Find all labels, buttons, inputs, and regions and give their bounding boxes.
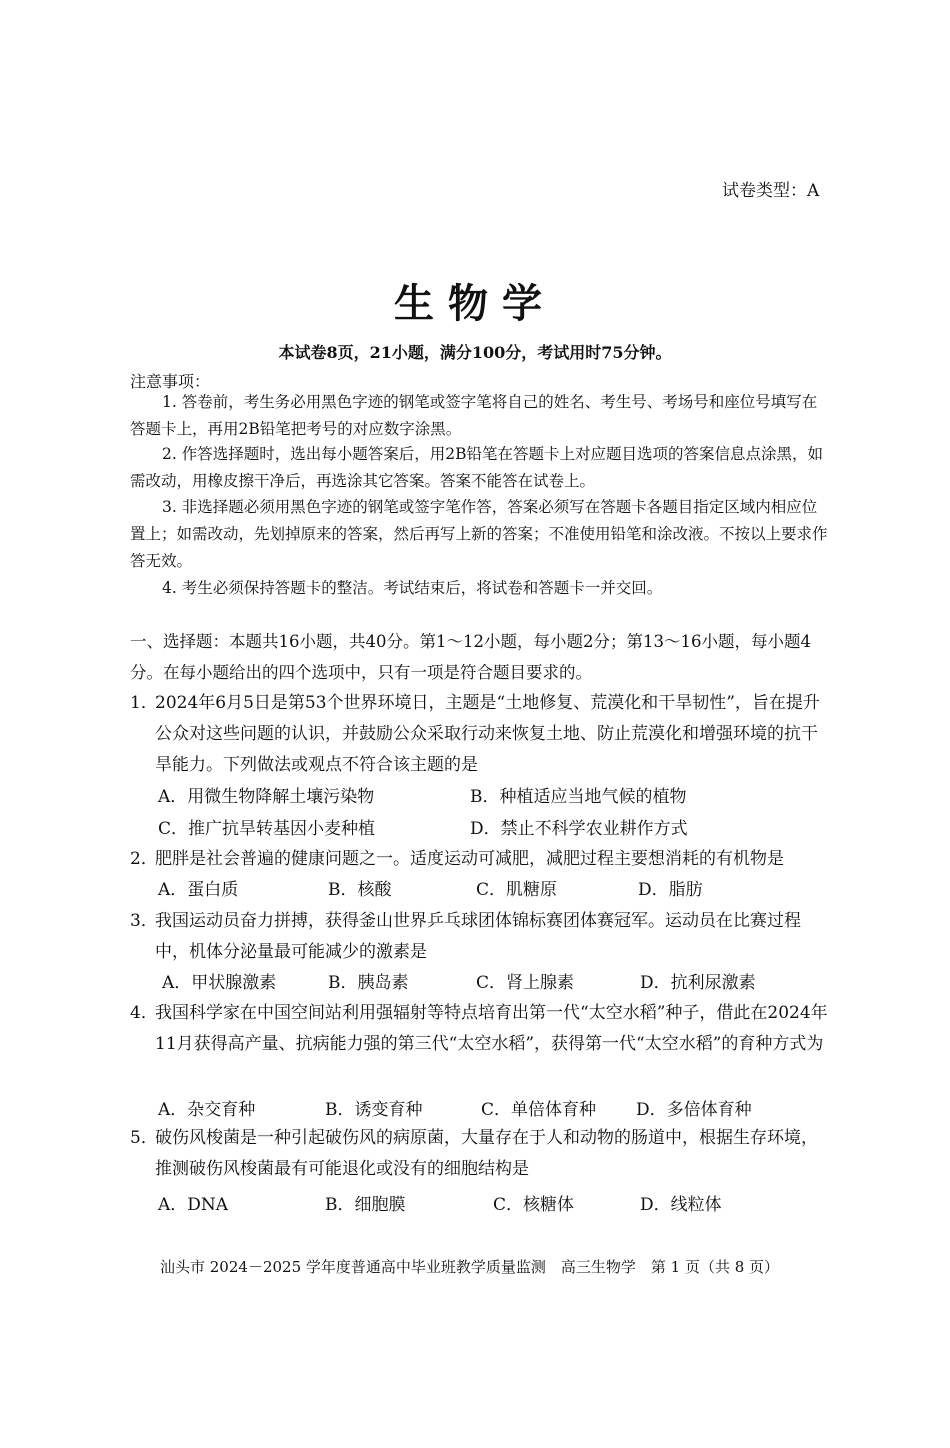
paper-type-label: 试卷类型：A bbox=[722, 181, 820, 201]
option-b: B．细胞膜 bbox=[325, 1195, 406, 1215]
question-number: 1． bbox=[130, 693, 158, 713]
option-d: D．线粒体 bbox=[640, 1195, 722, 1215]
note-item: 1. 答卷前，考生务必用黑色字迹的钢笔或签字笔将自己的姓名、考生号、考场号和座位号填写在答题卡上，再用2B铅笔把考号的对应数字涂黑。 bbox=[130, 393, 818, 438]
option-c: C．肌糖原 bbox=[476, 880, 558, 900]
option-a: A．蛋白质 bbox=[158, 880, 239, 900]
option-a: A．用微生物降解土壤污染物 bbox=[158, 787, 375, 807]
page-title: 生物学 bbox=[394, 280, 556, 327]
option-b: B．胰岛素 bbox=[328, 973, 409, 993]
option-c: C．单倍体育种 bbox=[481, 1100, 597, 1120]
option-a: A．DNA bbox=[158, 1195, 229, 1215]
note-item: 2. 作答选择题时，选出每小题答案后，用2B铅笔在答题卡上对应题目选项的答案信息点涂黑，如需改动，用橡皮擦干净后，再选涂其它答案。答案不能答在试卷上。 bbox=[130, 445, 823, 490]
option-a: A．甲状腺激素 bbox=[162, 973, 277, 993]
question-number: 3． bbox=[130, 911, 158, 931]
question-number: 2． bbox=[130, 849, 158, 869]
question-text: 我国科学家在中国空间站利用强辐射等特点培育出第一代“太空水稻”种子，借此在2024年11月获得高产量、抗病能力强的第三代“太空水稻”，获得第一代“太空水稻”的育种方式为 bbox=[155, 1003, 828, 1054]
question-number: 4． bbox=[130, 1003, 158, 1023]
option-d: D．禁止不科学农业耕作方式 bbox=[470, 819, 688, 839]
option-d: D．多倍体育种 bbox=[636, 1100, 752, 1120]
option-c: C．核糖体 bbox=[493, 1195, 575, 1215]
option-d: D．脂肪 bbox=[638, 880, 703, 900]
notes-heading: 注意事项： bbox=[130, 372, 211, 391]
question-text: 2024年6月5日是第53个世界环境日，主题是“土地修复、荒漠化和干旱韧性”，旨在提升公众对这些问题的认识，并鼓励公众采取行动来恢复土地、防止荒漠化和增强环境的抗干旱能力。下列做法或观点不符合该主题的是 bbox=[155, 693, 820, 775]
option-b: B．种植适应当地气候的植物 bbox=[470, 787, 687, 807]
question-number: 5． bbox=[130, 1128, 158, 1148]
page-footer: 汕头市 2024－2025 学年度普通高中毕业班教学质量监测 高三生物学 第 1 页（共 8 页） bbox=[160, 1258, 780, 1276]
question-text: 肥胖是社会普遍的健康问题之一。适度运动可减肥，减肥过程主要想消耗的有机物是 bbox=[155, 849, 784, 869]
note-item: 3. 非选择题必须用黑色字迹的钢笔或签字笔作答，答案必须写在答题卡各题目指定区域内相应位置上；如需改动，先划掉原来的答案，然后再写上新的答案；不准使用铅笔和涂改液。不按以上要求作答无效。 bbox=[130, 498, 828, 570]
option-c: C．肾上腺素 bbox=[476, 973, 575, 993]
note-item: 4. 考生必须保持答题卡的整洁。考试结束后，将试卷和答题卡一并交回。 bbox=[162, 579, 663, 597]
option-d: D．抗利尿激素 bbox=[640, 973, 756, 993]
option-b: B．核酸 bbox=[328, 880, 392, 900]
option-a: A．杂交育种 bbox=[158, 1100, 256, 1120]
exam-info: 本试卷8页，21小题，满分100分，考试用时75分钟。 bbox=[278, 343, 672, 362]
section-heading: 一、选择题：本题共16小题，共40分。第1～12小题，每小题2分；第13～16小题，每小题4分。在每小题给出的四个选项中，只有一项是符合题目要求的。 bbox=[130, 632, 811, 682]
option-c: C．推广抗旱转基因小麦种植 bbox=[158, 819, 376, 839]
question-text: 破伤风梭菌是一种引起破伤风的病原菌，大量存在于人和动物的肠道中，根据生存环境，推测破伤风梭菌最有可能退化或没有的细胞结构是 bbox=[155, 1128, 818, 1179]
option-b: B．诱变育种 bbox=[325, 1100, 423, 1120]
question-text: 我国运动员奋力拼搏，获得釜山世界乒乓球团体锦标赛团体赛冠军。运动员在比赛过程中，机体分泌量最可能减少的激素是 bbox=[155, 911, 801, 962]
